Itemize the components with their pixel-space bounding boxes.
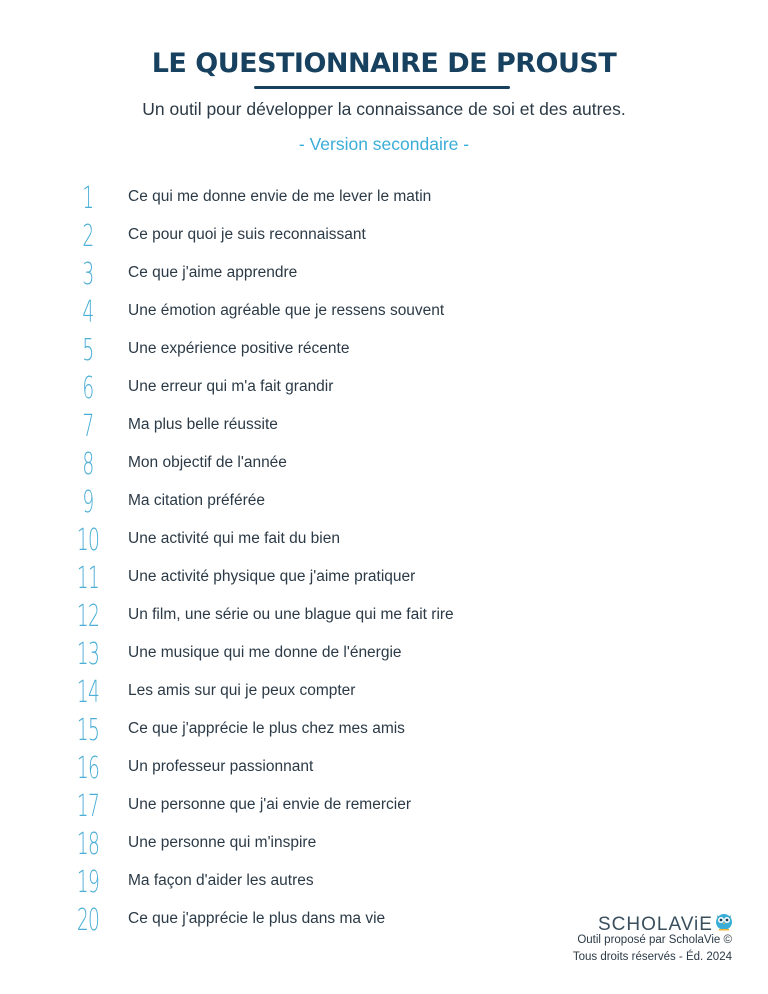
- question-text: Un professeur passionnant: [128, 758, 314, 775]
- question-text: Ce que j'apprécie le plus dans ma vie: [128, 910, 386, 927]
- copyright-line: Tous droits réservés - Éd. 2024: [572, 951, 732, 963]
- question-number: 18: [76, 827, 100, 862]
- question-number: 10: [76, 523, 100, 558]
- question-item: [0, 254, 600, 292]
- question-text: Les amis sur qui je peux compter: [128, 682, 356, 699]
- question-text: Un film, une série ou une blague qui me fait rire: [128, 606, 454, 623]
- question-number: 12: [76, 599, 100, 634]
- question-text: Ce que j'aime apprendre: [128, 264, 298, 281]
- question-text: Une activité qui me fait du bien: [128, 530, 340, 547]
- question-number: 20: [76, 903, 100, 938]
- question-number: 19: [76, 865, 100, 900]
- question-text: Ce que j'apprécie le plus chez mes amis: [128, 720, 405, 737]
- question-item: [0, 178, 600, 216]
- question-item: [0, 368, 600, 406]
- question-text: Ma plus belle réussite: [128, 416, 278, 433]
- question-item: [0, 824, 600, 862]
- question-item: [0, 330, 600, 368]
- question-number: 9: [82, 485, 94, 520]
- question-number: 13: [76, 637, 100, 672]
- question-number: 1: [82, 181, 94, 216]
- question-item: [0, 558, 600, 596]
- page-subtitle: Un outil pour développer la connaissance de soi et des autres.: [142, 99, 626, 119]
- question-number: 4: [82, 295, 94, 330]
- question-item: [0, 900, 600, 938]
- question-number: 2: [82, 219, 94, 254]
- question-number: 15: [76, 713, 100, 748]
- question-number: 14: [76, 675, 100, 710]
- question-text: Une erreur qui m'a fait grandir: [128, 378, 334, 395]
- question-item: [0, 634, 600, 672]
- question-item: [0, 862, 600, 900]
- owl-icon: [713, 909, 735, 936]
- credit-line: Outil proposé par ScholaVie ©: [577, 934, 732, 946]
- question-number: 5: [82, 333, 94, 368]
- question-number: 16: [76, 751, 100, 786]
- brand-name: SCHOLAViE: [598, 914, 713, 935]
- question-text: Une musique qui me donne de l'énergie: [128, 644, 402, 661]
- question-item: [0, 710, 600, 748]
- question-text: Une activité physique que j'aime pratiquer: [128, 568, 416, 585]
- question-number: 17: [76, 789, 100, 824]
- question-text: Une émotion agréable que je ressens souvent: [128, 302, 445, 319]
- question-item: [0, 596, 600, 634]
- question-text: Une expérience positive récente: [128, 340, 350, 357]
- question-item: [0, 216, 600, 254]
- question-item: [0, 672, 600, 710]
- question-item: [0, 748, 600, 786]
- question-text: Une personne que j'ai envie de remercier: [128, 796, 411, 813]
- question-text: Une personne qui m'inspire: [128, 834, 317, 851]
- title-underline: [254, 86, 510, 89]
- question-text: Ma façon d'aider les autres: [128, 872, 314, 889]
- version-label: - Version secondaire -: [298, 134, 470, 154]
- page-title: LE QUESTIONNAIRE DE PROUST: [151, 48, 617, 79]
- question-item: [0, 406, 600, 444]
- question-item: [0, 786, 600, 824]
- question-text: Ce pour quoi je suis reconnaissant: [128, 226, 366, 243]
- question-item: [0, 482, 600, 520]
- question-number: 7: [82, 409, 94, 444]
- question-number: 8: [82, 447, 94, 482]
- question-number: 11: [76, 561, 100, 596]
- question-item: [0, 520, 600, 558]
- question-text: Ma citation préférée: [128, 492, 265, 509]
- question-number: 6: [82, 371, 94, 406]
- question-number: 3: [82, 257, 94, 292]
- question-text: Ce qui me donne envie de me lever le matin: [128, 188, 432, 205]
- question-text: Mon objectif de l'année: [128, 454, 287, 471]
- question-item: [0, 292, 600, 330]
- question-item: [0, 444, 600, 482]
